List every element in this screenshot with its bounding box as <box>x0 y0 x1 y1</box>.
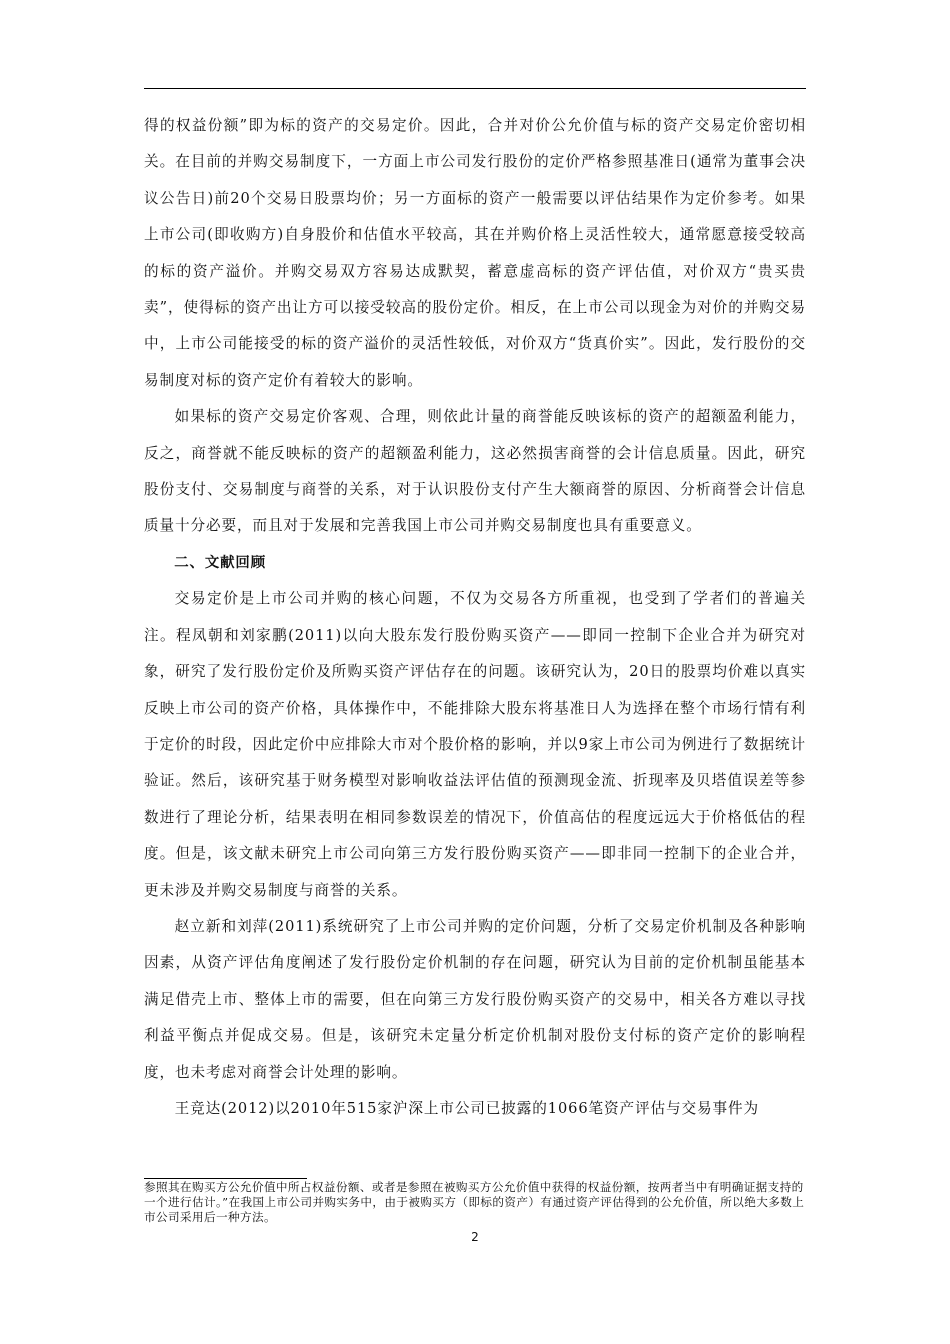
page-number: 2 <box>471 1230 479 1244</box>
paragraph: 王竞达(2012)以2010年515家沪深上市公司已披露的1066笔资产评估与交易事件为 <box>174 1099 759 1117</box>
paragraph: 如果标的资产交易定价客观、合理，则依此计量的商誉能反映该标的资产的超额盈利能力，反之，商誉就不能反映标的资产的超额盈利能力，这必然损害商誉的会计信息质量。因此，研究股份支付、交易制度与商誉的关系，对于认识股份支付产生大额商誉的原因、分析商誉会计信息质量十分必要，而且对于发展和完善我国上市公司并购交易制度也具有重要意义。 <box>144 408 806 535</box>
paragraph: 交易定价是上市公司并购的核心问题，不仅为交易各方所重视，也受到了学者们的普遍关注。程凤朝和刘家鹏(2011)以向大股东发行股份购买资产——即同一控制下企业合并为研究对象，研究了发行股份定价及所购买资产评估存在的问题。该研究认为，20日的股票均价难以真实反映上市公司的资产价格，具体操作中，不能排除大股东将基准日人为选择在整个市场行情有利于定价的时段，因此定价中应排除大市对个股价格的影响，并以9家上市公司为例进行了数据统计验证。然后，该研究基于财务模型对影响收益法评估值的预测现金流、折现率及贝塔值误差等参数进行了理论分析，结果表明在相同参数误差的情况下，价值高估的程度远远大于价格低估的程度。但是，该文献未研究上市公司向第三方发行股份购买资产——即非同一控制下的企业合并，更未涉及并购交易制度与商誉的关系。 <box>144 590 806 899</box>
paragraph-continued: 得的权益份额”即为标的资产的交易定价。因此，合并对价公允价值与标的资产交易定价密切相关。在目前的并购交易制度下，一方面上市公司发行股份的定价严格参照基准日(通常为董事会决议公告日)前20个交易日股票均价；另一方面标的资产一般需要以评估结果作为定价参考。如果上市公司(即收购方)自身股价和估值水平较高，其在并购价格上灵活性较大，通常愿意接受较高的标的资产溢价。并购交易双方容易达成默契，蓄意虚高标的资产评估值，对价双方“贵买贵卖”，使得标的资产出让方可以接受较高的股份定价。相反，在上市公司以现金为对价的并购交易中，上市公司能接受的标的资产溢价的灵活性较低，对价双方“货真价实”。因此，发行股份的交易制度对标的资产定价有着较大的影响。 <box>144 117 806 389</box>
section-heading: 二、文献回顾 <box>174 554 266 571</box>
footnote-rule <box>144 1178 307 1179</box>
footnote: 参照其在购买方公允价值中所占权益份额、或者是参照在被购买方公允价值中获得的权益份额，按两者当中有明确证据支持的一个进行估计。”在我国上市公司并购实务中，由于被购买方（即标的资产）有通过资产评估得到的公允价值，所以绝大多数上市公司采用后一种方法。 <box>144 1180 805 1224</box>
paragraph: 赵立新和刘萍(2011)系统研究了上市公司并购的定价问题，分析了交易定价机制及各种影响因素，从资产评估角度阐述了发行股份定价机制的存在问题，研究认为目前的定价机制虽能基本满足借壳上市、整体上市的需要，但在向第三方发行股份购买资产的交易中，相关各方难以寻找利益平衡点并促成交易。但是，该研究未定量分析定价机制对股份支付标的资产定价的影响程度，也未考虑对商誉会计处理的影响。 <box>144 917 806 1081</box>
body-text <box>144 108 806 1127</box>
header-rule <box>144 88 806 89</box>
